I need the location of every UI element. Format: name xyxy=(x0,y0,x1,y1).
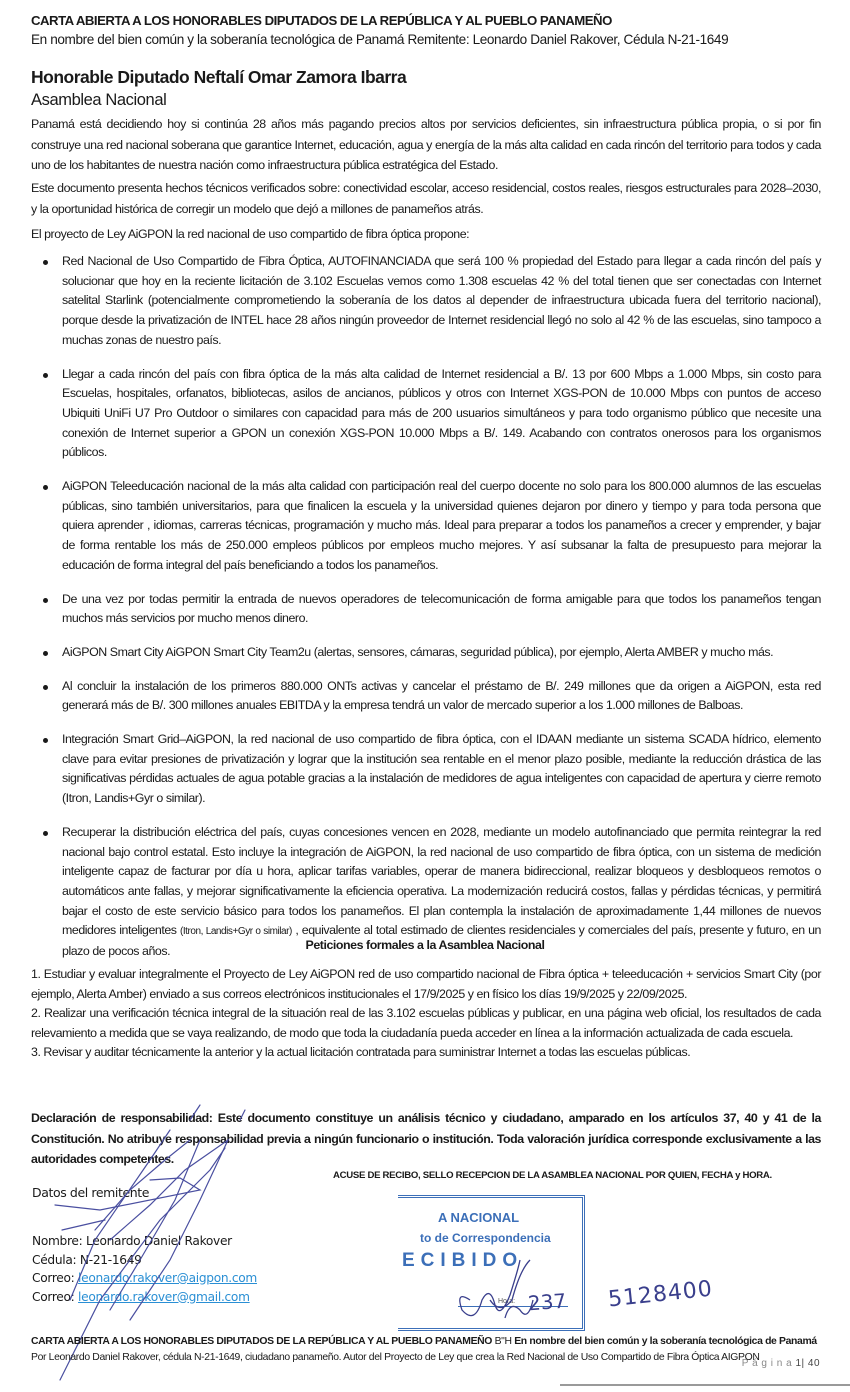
intro-paragraph: Panamá está decidiendo hoy si continúa 28 años más pagando precios altos por servicios deficientes, sin infraestructura pública propia, o si por fin construye una red nacional soberana que garantice Internet, educación, agua y energía de la más alta calidad en cada rincón del territorio para todos y cada uno de los habitantes de nuestra nación como infraestructura pública estratégica del Estado. xyxy=(31,117,821,172)
sender-details xyxy=(32,1232,257,1306)
proposal-text: Integración Smart Grid–AiGPON, la red nacional de uso compartido de fibra óptica, con el IDAAN mediante un sistema SCADA hídrico, elemento clave para evitar presiones de privatización y lograr que la institución sea rentable en el menor plazo posible, mediante la reducción drástica de las significativas pérdidas actuales de agua potable gracias a la instalación de medidores de agua inteligentes con capacidad de apertura y cierre remoto (Itron, Landis+Gyr o similar). xyxy=(62,732,821,806)
sender-email-row xyxy=(32,1288,257,1307)
bullet-icon xyxy=(43,598,48,603)
sender-email-row xyxy=(32,1269,257,1288)
email-link[interactable]: leonardo.rakover@aigpon.com xyxy=(78,1271,258,1285)
bullet-icon xyxy=(43,685,48,690)
email-link[interactable]: leonardo.rakover@gmail.com xyxy=(78,1289,250,1304)
proposal-item xyxy=(62,643,821,663)
bullet-icon xyxy=(43,738,48,743)
proposal-item xyxy=(62,365,821,464)
petition-item: 2. Realizar una verificación técnica integral de la situación real de las 3.102 escuelas públicas y publicar, en una página web oficial, los resultados de cada relevamiento a medida que se vaya realizando, de modo que toda la ciudadanía pueda acceder en línea a la información actualizada de cada escuela. xyxy=(31,1006,821,1040)
addressee-organization: Asamblea Nacional xyxy=(31,91,167,109)
intro-paragraph: Este documento presenta hechos técnicos verificados sobre: conectividad escolar, acceso residencial, costos reales, riesgos estructurales para 2028–2030, y la oportunidad histórica de corregir un modelo que dejó a millones de panameños atrás. xyxy=(31,181,821,216)
handwritten-number: 237 xyxy=(527,1288,567,1316)
proposal-text: AiGPON Smart City AiGPON Smart City Team2u (alertas, sensores, cámaras, seguridad pública), por ejemplo, Alerta AMBER y mucho más. xyxy=(62,644,774,659)
petitions-title: Peticiones formales a la Asamblea Nacional xyxy=(305,938,545,952)
proposal-text: Llegar a cada rincón del país con fibra óptica de la más alta calidad de Internet residencial a B/. 13 por 600 Mbps a 1.000 Mbps, sin costo para Escuelas, hospitales, orfanatos, bibliotecas, asilos de ancianos, públicos y otros con Internet XGS-PON de 10.000 Mbps con puntos de acceso Ubiquiti UniFi U7 Pro Outdoor o similares con capacidad para más de 200 usuarios simultáneos y para todo organismo público que necesite una conexión de Internet superior a GPON un conexión XGS-PON 10.000 Mbps a B/. 149. Acabando con contratos onerosos para los organismos públicos. xyxy=(62,366,821,460)
page-footer xyxy=(31,1334,831,1366)
petitions-list xyxy=(31,965,821,1063)
page-number xyxy=(742,1358,820,1369)
page-label: P á g i n a xyxy=(741,1358,796,1369)
proposal-text: AiGPON Teleeducación nacional de la más alta calidad con participación real del cuerpo docente no solo para los 800.000 alumnos de las escuelas públicas, sino también universitarios, para que finalicen la escuela y la universidad quienes dejaron por dinero y tiempo y para toda persona que quiera aprender , idiomas, carreras técnicas, programación y mucho más. Ideal para preparar a todos los panameños a crecer y emprender, y bajar de forma rentable los más de 250.000 empleos públicos por empleos mucho mejores. Y así subsanar la falta de presupuesto para mejorar la educación de forma integral del país beneficiando a todos los panameños. xyxy=(62,479,821,572)
sender-id: Cédula: N-21-1649 xyxy=(32,1252,142,1267)
email-label: Correo: xyxy=(32,1289,79,1304)
email-label: Correo: xyxy=(32,1271,79,1285)
letter-subtitle: En nombre del bien común y la soberanía tecnológica de Panamá Remitente: Leonardo Daniel Rakover, Cédula N-21-1649 xyxy=(31,32,729,47)
stamp-received: ECIBIDO xyxy=(402,1250,524,1271)
proposal-item xyxy=(62,730,821,809)
intro-paragraph: El proyecto de Ley AiGPON la red nacional de uso compartido de fibra óptica propone: xyxy=(31,227,470,241)
footer-subtitle: En nombre del bien común y la soberanía tecnológica de Panamá xyxy=(514,1336,817,1347)
proposal-text-small: (Itron, Landis+Gyr o similar) xyxy=(179,926,292,938)
stamp-field-label: Hora: xyxy=(498,1298,516,1305)
proposal-text: Recuperar la distribución eléctrica del país, cuyas concesiones vencen en 2028, mediante un modelo autofinanciado que permita reintegrar la red nacional bajo control estatal. Esto incluye la integración de AiGPON, la red nacional de uso compartido de fibra óptica, con un sistema de medición inteligente capaz de facturar por día u hora, aplicar tarifas variables, operar de manera bidireccional, realizar bloqueos y desbloqueos remotos o automáticos ante fallas, y mejorar significativamente la eficiencia operativa. La modernización reducirá costos, fallas y pérdidas técnicas, y permitirá bajar el costo de este servicio básico para todos los panameños. El plan contempla la instalación de aproximadamente 1,44 millones de nuevos medidores inteligentes xyxy=(62,824,821,938)
sender-name: Nombre: Leonardo Daniel Rakover xyxy=(32,1234,232,1248)
acknowledgment-label: ACUSE DE RECIBO, SELLO RECEPCION DE LA ASAMBLEA NACIONAL POR QUIEN, FECHA y HORA. xyxy=(333,1170,772,1181)
bullet-icon xyxy=(43,260,48,265)
petition-item: 1. Estudiar y evaluar integralmente el Proyecto de Ley AiGPON red de uso compartido nacional de Fibra óptica + teleeducación + servicios Smart City (por ejemplo, Alerta Amber) enviado a sus correos electrónicos institucionales el 17/9/2025 y en físico los días 19/9/2025 y 22/09/2025. xyxy=(31,967,821,1001)
handwritten-reference: 5128400 xyxy=(606,1276,715,1313)
page-total: | 40 xyxy=(801,1358,820,1369)
proposal-text: Al concluir la instalación de los primeros 880.000 ONTs activas y cancelar el préstamo de B/. 249 millones que da origen a AiGPON, esta red generará más de B/. 300 millones anuales EBITDA y la empresa tendrá un valor de mercado superior a los 1.000 millones de Balboas. xyxy=(62,678,821,713)
proposal-text: , equivalente al total estimado de clientes residenciales y comerciales del país, presente y futuro, en un plazo de pocos años. xyxy=(62,923,821,959)
stamp-line: A NACIONAL xyxy=(438,1210,520,1225)
addressee: Honorable Diputado Neftalí Omar Zamora Ibarra xyxy=(31,67,407,87)
footer-bh: B"H xyxy=(492,1336,515,1347)
proposal-item xyxy=(62,477,821,576)
proposal-item xyxy=(62,252,821,351)
stamp-line: to de Correspondencia xyxy=(420,1231,551,1245)
proposals-list xyxy=(62,252,821,976)
petition-item: 3. Revisar y auditar técnicamente la anterior y la actual licitación contratada para suministrar Internet a todas las escuelas públicas. xyxy=(31,1045,691,1060)
letter-title: CARTA ABIERTA A LOS HONORABLES DIPUTADOS DE LA REPÚBLICA Y AL PUEBLO PANAMEÑO xyxy=(31,13,612,28)
sender-label: Datos del remitente xyxy=(32,1185,150,1200)
bullet-icon xyxy=(43,373,48,378)
page-current: 1 xyxy=(795,1358,802,1369)
bullet-icon xyxy=(43,831,48,836)
proposal-item xyxy=(62,590,821,629)
bullet-icon xyxy=(43,651,48,656)
bullet-icon xyxy=(43,485,48,490)
proposal-item xyxy=(62,677,821,716)
footer-author: Por Leonardo Daniel Rakover, cédula N-21-1649, ciudadano panameño. Autor del Proyecto de Ley que crea la Red Nacional de Uso Compartido de Fibra Óptica AIGPON xyxy=(31,1352,760,1363)
scan-edge-divider xyxy=(560,1384,850,1386)
proposal-text: De una vez por todas permitir la entrada de nuevos operadores de telecomunicación de forma amigable para que todos los panameños tengan muchos más servicios por mucho menos dinero. xyxy=(62,591,821,626)
proposal-text: Red Nacional de Uso Compartido de Fibra Óptica, AUTOFINANCIADA que será 100 % propiedad del Estado para llegar a cada rincón del país y solucionar que hoy en la reciente licitación de 3.102 Escuelas vemos como 1.308 escuelas 42 % del total tienen que ser conectadas con Internet satelital Starlink (potencialmente comprometiendo la soberanía de los datos al depender de infraestructura ubicada fuera del territorio nacional), porque desde la privatización de INTEL hace 28 años ningún proveedor de Internet residencial llegó no solo al 42 % de las escuelas, sino tampoco a muchas zonas de nuestro país. xyxy=(62,254,821,347)
footer-title: CARTA ABIERTA A LOS HONORABLES DIPUTADOS DE LA REPÚBLICA Y AL PUEBLO PANAMEÑO xyxy=(31,1336,493,1347)
declaration-of-responsibility: Declaración de responsabilidad: Este documento constituye un análisis técnico y ciudadano, amparado en los artículos 37, 40 y 41 de la Constitución. No atribuye responsabilidad previa a ningún funcionario o institución. Toda valoración jurídica corresponde exclusivamente a las autoridades competentes. xyxy=(31,1111,821,1166)
